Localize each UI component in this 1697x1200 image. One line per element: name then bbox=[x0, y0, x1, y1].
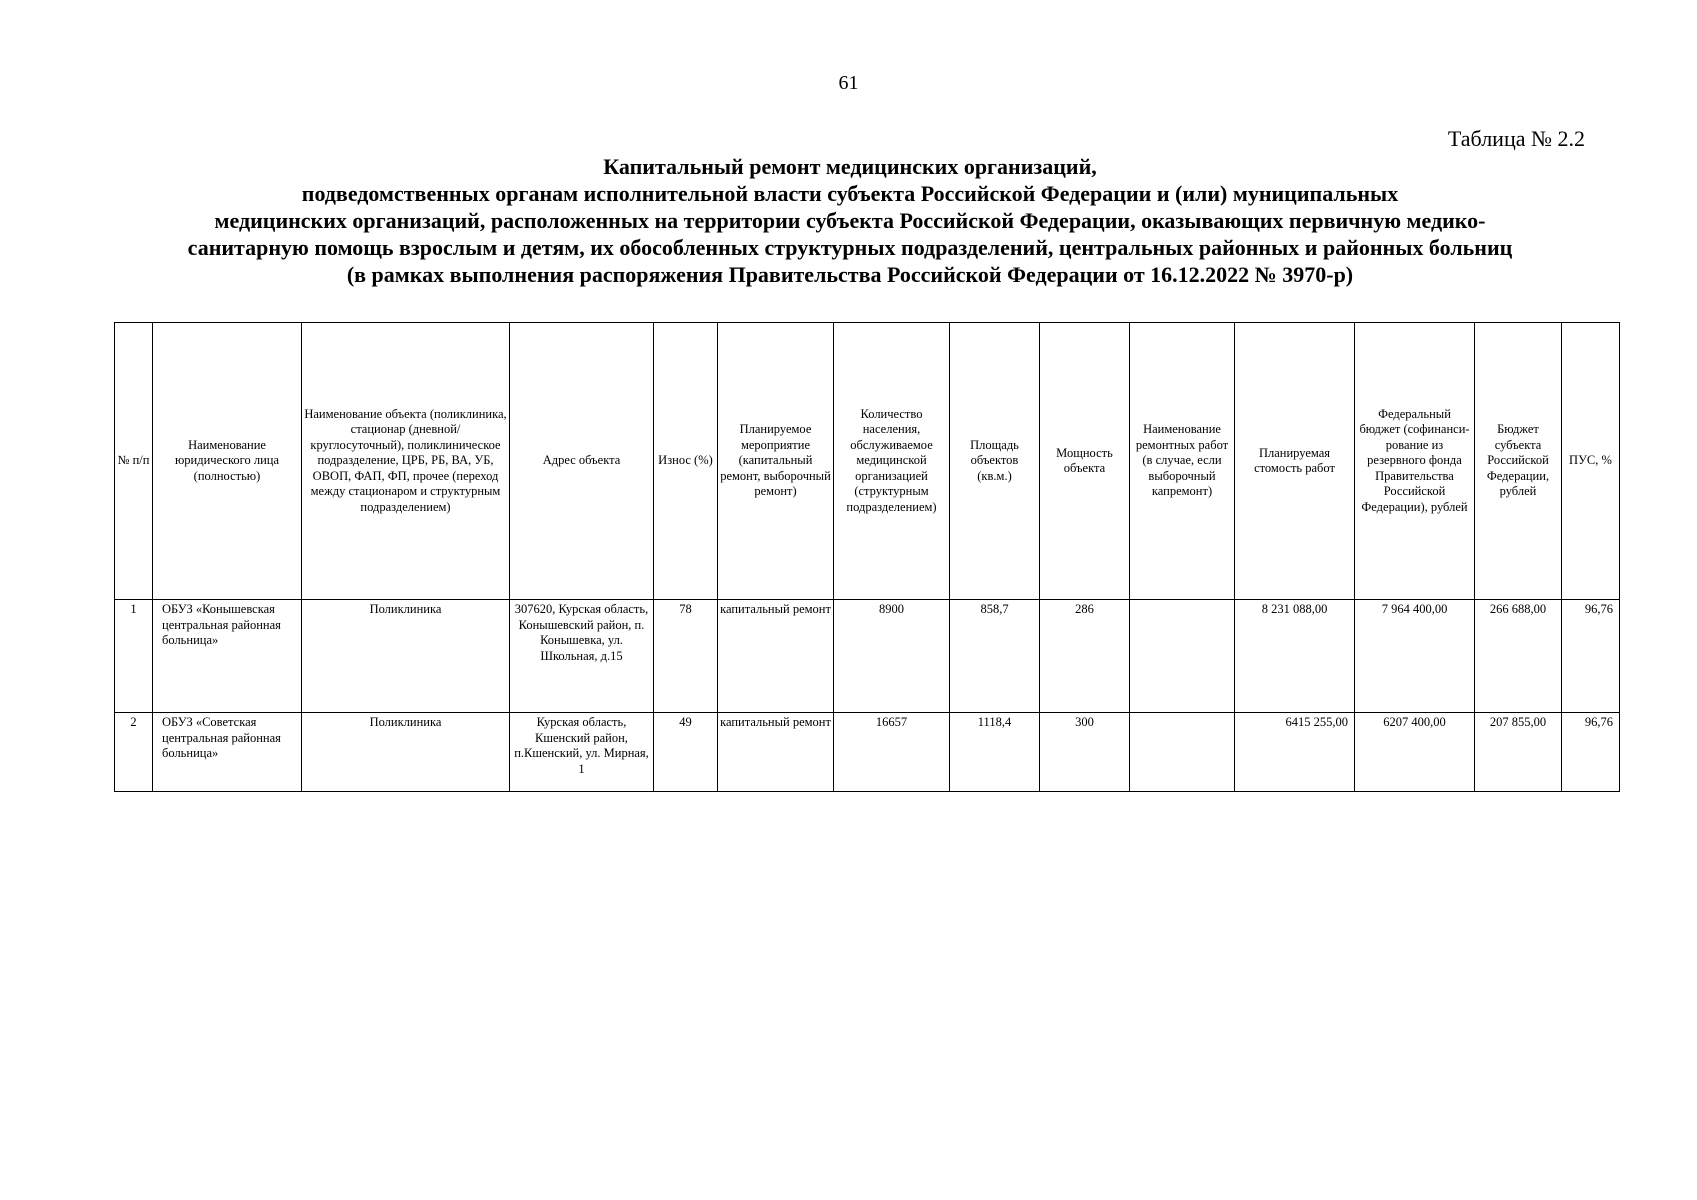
cell-federal: 7 964 400,00 bbox=[1355, 600, 1475, 713]
col-header-works: Наименование ремонтных работ (в случае, если выборочный капремонт) bbox=[1130, 323, 1235, 600]
col-header-capacity: Мощность объекта bbox=[1040, 323, 1130, 600]
col-header-pus: ПУС, % bbox=[1562, 323, 1620, 600]
cell-federal: 6207 400,00 bbox=[1355, 713, 1475, 792]
cell-org: ОБУЗ «Советская центральная районная больница» bbox=[153, 713, 302, 792]
col-header-population: Количество населения, обслуживаемое медицинской организацией (структурным подразделением) bbox=[834, 323, 950, 600]
cell-cost: 6415 255,00 bbox=[1235, 713, 1355, 792]
col-header-measure: Планируемое мероприятие (капитальный ремонт, выборочный ремонт) bbox=[718, 323, 834, 600]
col-header-address: Адрес объекта bbox=[510, 323, 654, 600]
col-header-wear: Износ (%) bbox=[654, 323, 718, 600]
title-line: подведомственных органам исполнительной власти субъекта Российской Федерации и (или) муниципальных bbox=[301, 181, 1399, 206]
cell-works bbox=[1130, 600, 1235, 713]
table-row bbox=[115, 713, 1620, 792]
cell-capacity: 286 bbox=[1040, 600, 1130, 713]
cell-pus: 96,76 bbox=[1562, 713, 1620, 792]
cell-cost: 8 231 088,00 bbox=[1235, 600, 1355, 713]
cell-object: Поликлиника bbox=[302, 713, 510, 792]
page-number: 61 bbox=[838, 72, 859, 94]
col-header-object: Наименование объекта (поликлиника, стационар (дневной/круглосуточный), поликлиническое подразделение, ЦРБ, РБ, ВА, УБ, ОВОП, ФАП, ФП, прочее (переход между стационаром и структурным подразделением) bbox=[302, 323, 510, 600]
cell-wear: 78 bbox=[654, 600, 718, 713]
cell-object: Поликлиника bbox=[302, 600, 510, 713]
cell-population: 8900 bbox=[834, 600, 950, 713]
cell-address: Курская область, Кшенский район, п.Кшенский, ул. Мирная, 1 bbox=[510, 713, 654, 792]
cell-num: 1 bbox=[115, 600, 153, 713]
cell-capacity: 300 bbox=[1040, 713, 1130, 792]
table-row bbox=[115, 600, 1620, 713]
cell-address: 307620, Курская область, Конышевский район, п. Конышевка, ул. Школьная, д.15 bbox=[510, 600, 654, 713]
title-line: медицинских организаций, расположенных на территории субъекта Российской Федерации, оказывающих первичную медико- bbox=[214, 208, 1486, 233]
col-header-cost: Планируемая стомость работ bbox=[1235, 323, 1355, 600]
col-header-org: Наименование юридического лица (полностью) bbox=[153, 323, 302, 600]
cell-area: 1118,4 bbox=[950, 713, 1040, 792]
col-header-num: № п/п bbox=[115, 323, 153, 600]
title-line: санитарную помощь взрослым и детям, их обособленных структурных подразделений, центральных районных и районных больниц bbox=[187, 235, 1513, 260]
title-line: (в рамках выполнения распоряжения Правительства Российской Федерации от 16.12.2022 № 3970-р) bbox=[346, 262, 1354, 287]
cell-regional: 266 688,00 bbox=[1475, 600, 1562, 713]
cell-measure: капитальный ремонт bbox=[718, 713, 834, 792]
col-header-area: Площадь объектов (кв.м.) bbox=[950, 323, 1040, 600]
cell-population: 16657 bbox=[834, 713, 950, 792]
cell-pus: 96,76 bbox=[1562, 600, 1620, 713]
col-header-federal: Федеральный бюджет (софинанси-рование из резервного фонда Правительства Российской Федерации), рублей bbox=[1355, 323, 1475, 600]
document-title bbox=[100, 153, 1600, 288]
cell-num: 2 bbox=[115, 713, 153, 792]
cell-measure: капитальный ремонт bbox=[718, 600, 834, 713]
table-label: Таблица № 2.2 bbox=[1447, 126, 1585, 151]
cell-wear: 49 bbox=[654, 713, 718, 792]
cell-org: ОБУЗ «Конышевская центральная районная больница» bbox=[153, 600, 302, 713]
col-header-regional: Бюджет субъекта Российской Федерации, рублей bbox=[1475, 323, 1562, 600]
cell-area: 858,7 bbox=[950, 600, 1040, 713]
cell-works bbox=[1130, 713, 1235, 792]
title-line: Капитальный ремонт медицинских организаций, bbox=[603, 154, 1097, 179]
capital-repair-table bbox=[114, 322, 1620, 792]
header-row bbox=[115, 323, 1620, 600]
cell-regional: 207 855,00 bbox=[1475, 713, 1562, 792]
